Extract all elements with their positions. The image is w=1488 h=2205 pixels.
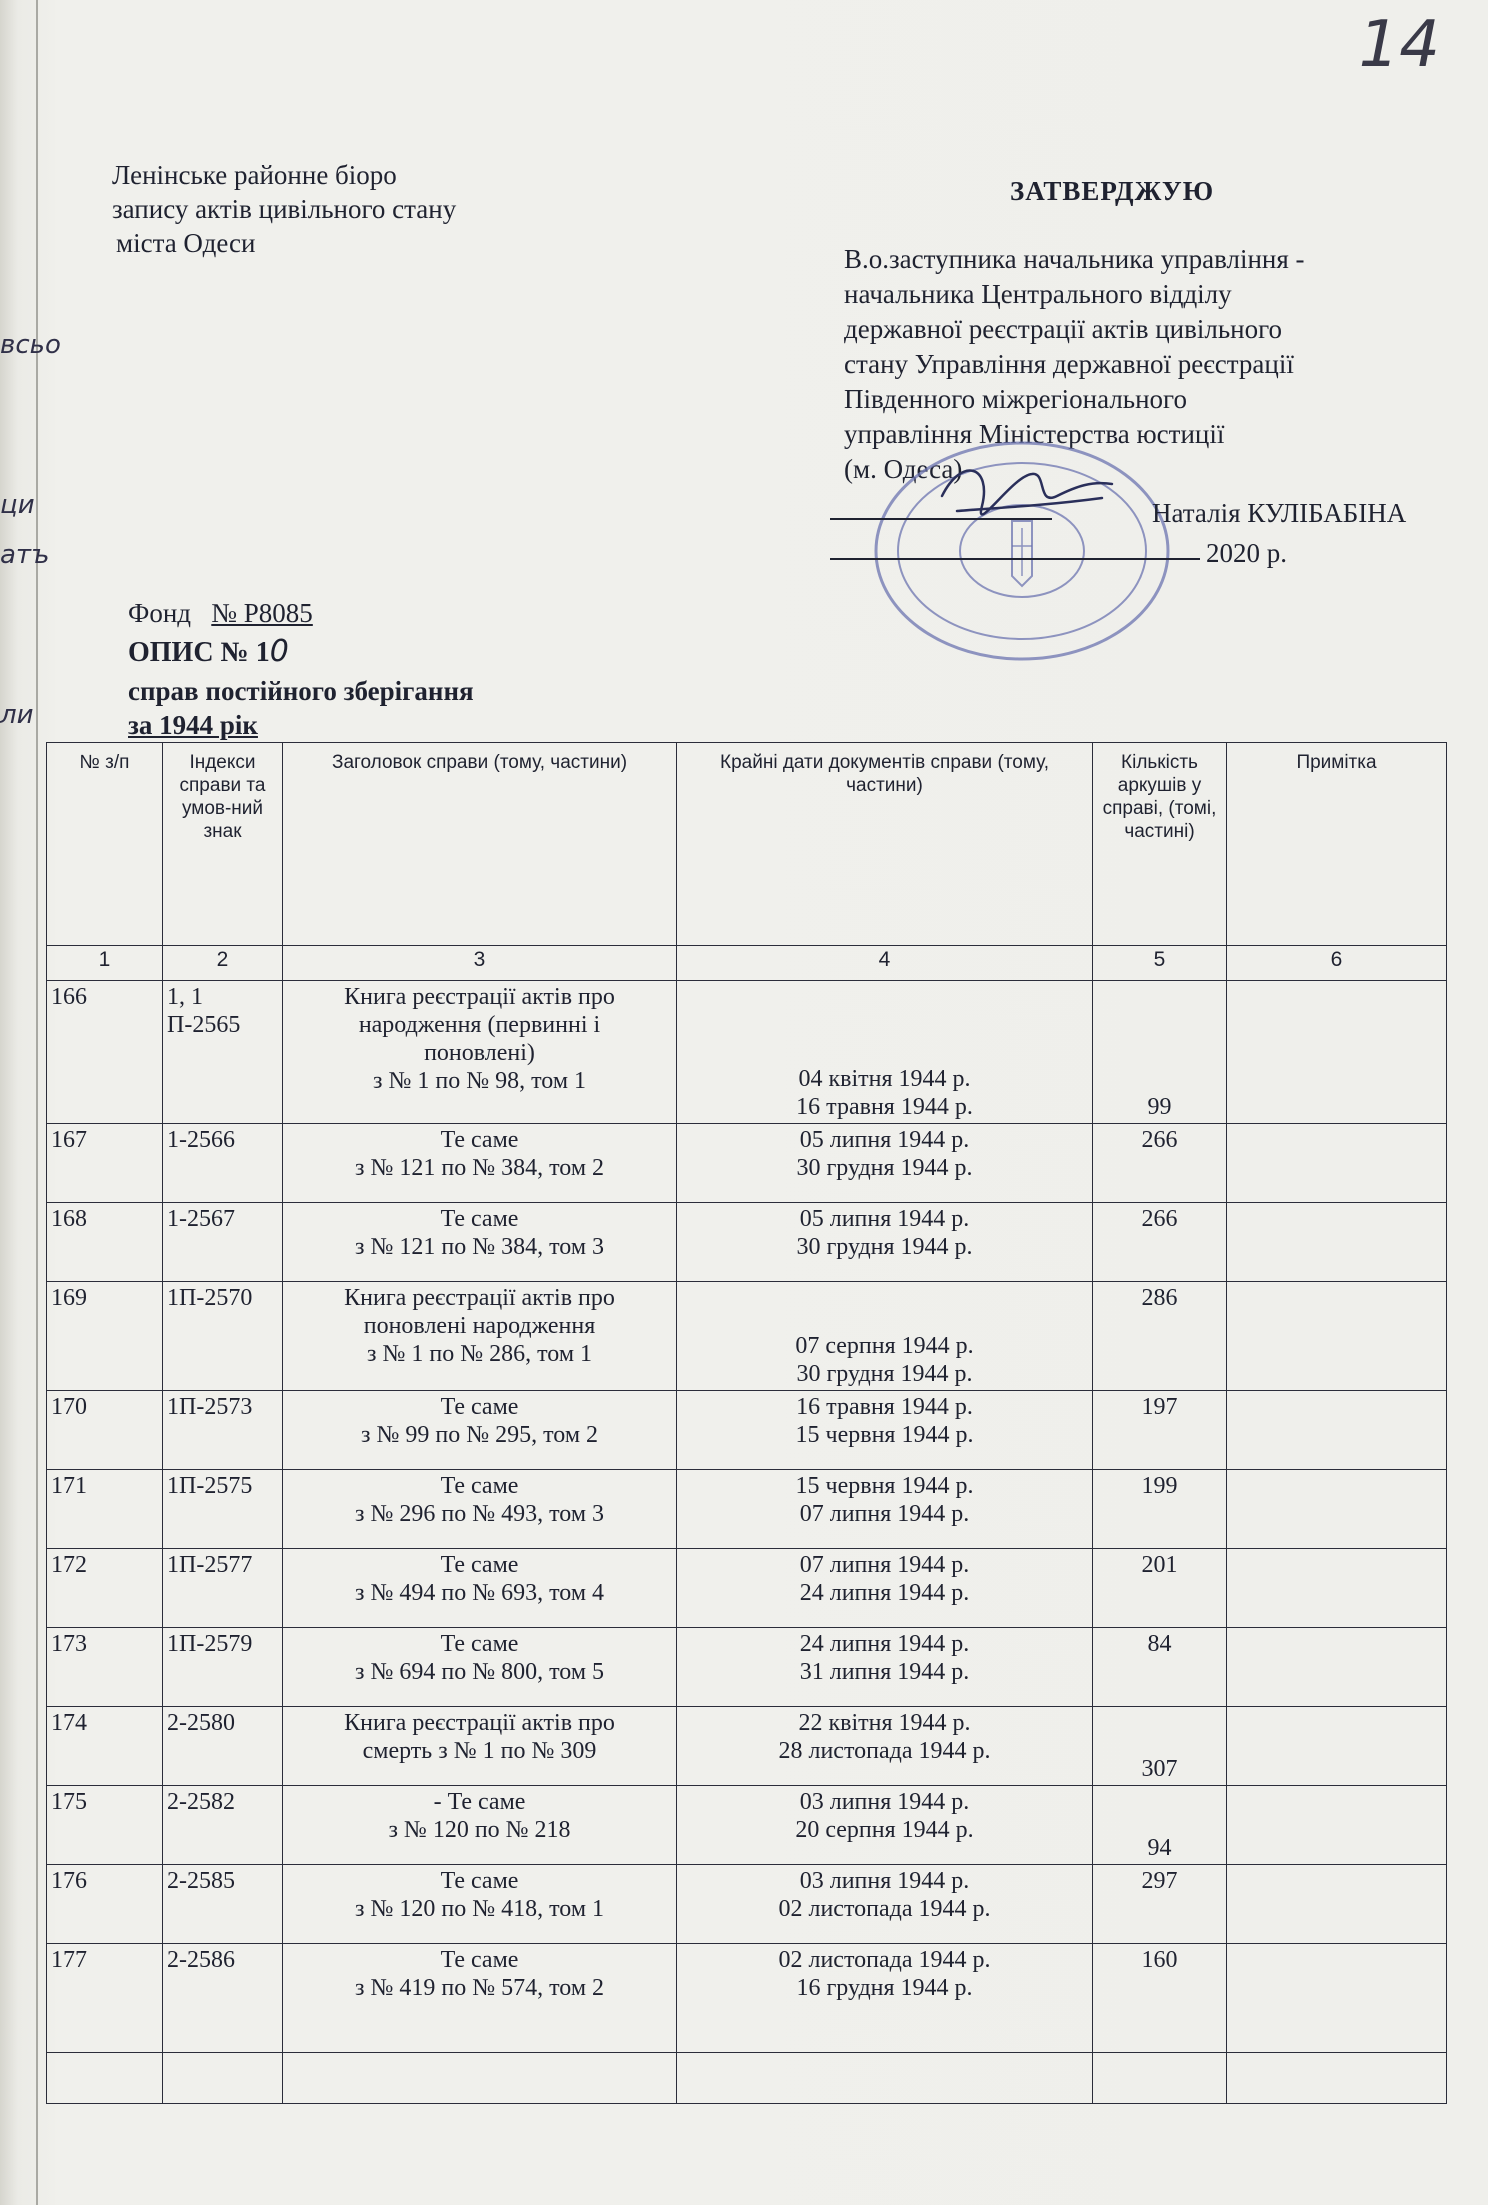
row-note-cell [1227, 1944, 1447, 2053]
inventory-table [46, 742, 1447, 2104]
empty-cell [677, 2053, 1093, 2104]
date-line: 07 серпня 1944 р. [795, 1333, 974, 1359]
row-sheets-cell: 297 [1093, 1865, 1227, 1944]
title-line: з № 1 по № 286, том 1 [366, 1341, 593, 1367]
title-line: з № 120 по № 418, том 1 [354, 1896, 605, 1922]
approver-line: державної реєстрації актів цивільного [844, 314, 1283, 344]
empty-cell [283, 2053, 677, 2104]
row-number-cell: 170 [47, 1391, 163, 1470]
organization-line: міста Одеси [116, 228, 256, 258]
title-line: Те саме [440, 1394, 519, 1420]
header-cell: Заголовок справи (тому, частини) [283, 743, 677, 946]
title-line: Те саме [440, 1868, 519, 1894]
signature-blank [830, 518, 1052, 520]
row-note-cell [1227, 1203, 1447, 1282]
date-line: 15 червня 1944 р. [795, 1422, 974, 1448]
row-index-cell: 2-2582 [163, 1786, 283, 1865]
title-line: Книга реєстрації актів про [344, 1285, 615, 1311]
empty-table-row [47, 2053, 1447, 2104]
margin-note: ли [0, 700, 34, 730]
row-index-cell: 2-2586 [163, 1944, 283, 2053]
date-line: 03 липня 1944 р. [799, 1868, 970, 1894]
row-index-cell: 1П-2575 [163, 1470, 283, 1549]
margin-note: всьо [0, 330, 61, 360]
row-title-cell [283, 1944, 677, 2053]
row-sheets-cell: 201 [1093, 1549, 1227, 1628]
approve-label: ЗАТВЕРДЖУЮ [1010, 176, 1215, 206]
approval-date-line [830, 538, 1287, 569]
row-sheets-cell: 99 [1093, 981, 1227, 1124]
title-line: Книга реєстрації актів про [344, 984, 615, 1010]
inventory-year: за 1944 рік [128, 710, 258, 740]
fond-number: № Р8085 [211, 598, 313, 628]
row-index-cell: 1-2567 [163, 1203, 283, 1282]
row-index-cell: 1П-2570 [163, 1282, 283, 1391]
row-index-cell: 1П-2573 [163, 1391, 283, 1470]
inventory-subtitle: справ постійного зберігання [128, 676, 474, 706]
row-dates-cell [677, 1391, 1093, 1470]
date-line: 24 липня 1944 р. [799, 1631, 970, 1657]
date-line: 30 грудня 1944 р. [796, 1234, 973, 1260]
title-line: Те саме [440, 1473, 519, 1499]
empty-cell [47, 2053, 163, 2104]
table-row [47, 1944, 1447, 2053]
date-line: 05 липня 1944 р. [799, 1127, 970, 1153]
date-line: 02 листопада 1944 р. [778, 1896, 991, 1922]
row-title-cell [283, 981, 677, 1124]
row-sheets-cell: 94 [1093, 1786, 1227, 1865]
column-number: 2 [163, 946, 283, 981]
row-title-cell [283, 1470, 677, 1549]
approver-line: (м. Одеса) [844, 454, 963, 484]
row-dates-cell [677, 981, 1093, 1124]
row-index-cell: 1-2566 [163, 1124, 283, 1203]
approver-line: В.о.заступника начальника управління - [844, 244, 1305, 274]
row-note-cell [1227, 1124, 1447, 1203]
approval-year: 2020 р. [1206, 538, 1287, 568]
title-line: з № 419 по № 574, том 2 [354, 1975, 605, 2001]
date-blank [830, 558, 1200, 560]
row-index-cell: 1П-2579 [163, 1628, 283, 1707]
title-line: Те саме [440, 1127, 519, 1153]
row-title-cell [283, 1786, 677, 1865]
approver-line: Південного міжрегіонального [844, 384, 1187, 414]
date-line: 02 листопада 1944 р. [778, 1947, 991, 1973]
row-dates-cell [677, 1203, 1093, 1282]
row-title-cell [283, 1282, 677, 1391]
row-dates-cell [677, 1707, 1093, 1786]
table-header-row [47, 743, 1447, 946]
date-line: 05 липня 1944 р. [799, 1206, 970, 1232]
table-row [47, 981, 1447, 1124]
date-line: 16 травня 1944 р. [796, 1394, 973, 1420]
row-note-cell [1227, 981, 1447, 1124]
row-title-cell [283, 1628, 677, 1707]
row-number-cell: 174 [47, 1707, 163, 1786]
table-body [47, 981, 1447, 2053]
row-note-cell [1227, 1470, 1447, 1549]
row-sheets-cell: 266 [1093, 1203, 1227, 1282]
row-title-cell [283, 1865, 677, 1944]
row-title-cell [283, 1549, 677, 1628]
inventory-title [128, 634, 289, 669]
row-number-cell: 167 [47, 1124, 163, 1203]
approver-line: начальника Центрального відділу [844, 279, 1232, 309]
organization-block [112, 158, 456, 260]
table-row [47, 1470, 1447, 1549]
date-line: 22 квітня 1944 р. [798, 1710, 971, 1736]
row-sheets-cell: 197 [1093, 1391, 1227, 1470]
empty-cell [1093, 2053, 1227, 2104]
row-title-cell [283, 1124, 677, 1203]
title-line: Те саме [440, 1552, 519, 1578]
table-row [47, 1203, 1447, 1282]
title-line: з № 494 по № 693, том 4 [354, 1580, 605, 1606]
table-row [47, 1549, 1447, 1628]
row-number-cell: 177 [47, 1944, 163, 2053]
approver-line: стану Управління державної реєстрації [844, 349, 1294, 379]
title-line: поновлені) [424, 1040, 535, 1066]
row-dates-cell [677, 1282, 1093, 1391]
organization-line: Ленінське районне біоро [112, 160, 397, 190]
row-sheets-cell: 160 [1093, 1944, 1227, 2053]
inventory-title-handwritten: 0 [269, 634, 289, 669]
title-line: - Те саме [433, 1789, 526, 1815]
date-line: 07 липня 1944 р. [799, 1501, 970, 1527]
table-row [47, 1707, 1447, 1786]
title-line: смерть з № 1 по № 309 [362, 1738, 597, 1764]
header-cell: № з/п [47, 743, 163, 946]
title-line: з № 694 по № 800, том 5 [354, 1659, 605, 1685]
date-line: 15 червня 1944 р. [795, 1473, 974, 1499]
table-row [47, 1282, 1447, 1391]
row-number-cell: 175 [47, 1786, 163, 1865]
table-row [47, 1124, 1447, 1203]
row-number-cell: 176 [47, 1865, 163, 1944]
row-sheets-cell: 286 [1093, 1282, 1227, 1391]
title-line: Книга реєстрації актів про [344, 1710, 615, 1736]
row-number-cell: 173 [47, 1628, 163, 1707]
row-dates-cell [677, 1865, 1093, 1944]
empty-cell [163, 2053, 283, 2104]
row-dates-cell [677, 1124, 1093, 1203]
date-line: 31 липня 1944 р. [799, 1659, 970, 1685]
row-number-cell: 166 [47, 981, 163, 1124]
date-line: 30 грудня 1944 р. [796, 1155, 973, 1181]
date-line: 28 листопада 1944 р. [778, 1738, 991, 1764]
margin-note: атъ [0, 540, 50, 570]
date-line: 16 травня 1944 р. [796, 1094, 973, 1120]
table-row [47, 1865, 1447, 1944]
title-line: з № 121 по № 384, том 2 [354, 1155, 605, 1181]
row-title-cell [283, 1391, 677, 1470]
header-cell: Крайні дати документів справи (тому, частини) [677, 743, 1093, 946]
date-line: 16 грудня 1944 р. [796, 1975, 973, 2001]
column-number: 4 [677, 946, 1093, 981]
row-note-cell [1227, 1786, 1447, 1865]
date-line: 07 липня 1944 р. [799, 1552, 970, 1578]
header-cell: Індекси справи та умов-ний знак [163, 743, 283, 946]
empty-cell [1227, 2053, 1447, 2104]
title-line: з № 99 по № 295, том 2 [360, 1422, 599, 1448]
row-dates-cell [677, 1470, 1093, 1549]
table-row [47, 1628, 1447, 1707]
row-dates-cell [677, 1628, 1093, 1707]
column-number: 6 [1227, 946, 1447, 981]
row-note-cell [1227, 1707, 1447, 1786]
row-number-cell: 168 [47, 1203, 163, 1282]
date-line: 20 серпня 1944 р. [795, 1817, 974, 1843]
title-line: Те саме [440, 1206, 519, 1232]
title-line: з № 296 по № 493, том 3 [354, 1501, 605, 1527]
row-sheets-cell: 84 [1093, 1628, 1227, 1707]
title-line: з № 1 по № 98, том 1 [372, 1068, 587, 1094]
handwritten-page-number: 14 [1358, 8, 1440, 82]
date-line: 03 липня 1944 р. [799, 1789, 970, 1815]
column-number: 3 [283, 946, 677, 981]
column-number: 5 [1093, 946, 1227, 981]
row-number-cell: 169 [47, 1282, 163, 1391]
title-line: з № 120 по № 218 [388, 1817, 571, 1843]
column-number-row [47, 946, 1447, 981]
row-note-cell [1227, 1391, 1447, 1470]
row-dates-cell [677, 1786, 1093, 1865]
approver-name: Наталія КУЛІБАБІНА [1152, 498, 1407, 528]
row-index-cell: 2-2585 [163, 1865, 283, 1944]
row-sheets-cell: 266 [1093, 1124, 1227, 1203]
row-dates-cell [677, 1549, 1093, 1628]
row-note-cell [1227, 1865, 1447, 1944]
table-row [47, 1391, 1447, 1470]
row-index-cell: 1, 1 П-2565 [163, 981, 283, 1124]
inventory-title-printed: ОПИС № 1 [128, 637, 270, 668]
column-number: 1 [47, 946, 163, 981]
row-index-cell: 2-2580 [163, 1707, 283, 1786]
row-index-cell: 1П-2577 [163, 1549, 283, 1628]
row-number-cell: 172 [47, 1549, 163, 1628]
approver-line: управління Міністерства юстиції [844, 419, 1225, 449]
table-row [47, 1786, 1447, 1865]
row-title-cell [283, 1707, 677, 1786]
signature-line [830, 498, 1406, 529]
title-line: Те саме [440, 1631, 519, 1657]
organization-line: запису актів цивільного стану [112, 194, 457, 224]
fond-line [128, 598, 313, 629]
date-line: 30 грудня 1944 р. [796, 1361, 973, 1387]
row-sheets-cell: 307 [1093, 1707, 1227, 1786]
date-line: 24 липня 1944 р. [799, 1580, 970, 1606]
title-line: поновлені народження [363, 1313, 596, 1339]
date-line: 04 квітня 1944 р. [798, 1066, 971, 1092]
row-number-cell: 171 [47, 1470, 163, 1549]
margin-note: ци [0, 490, 35, 520]
row-note-cell [1227, 1628, 1447, 1707]
row-title-cell [283, 1203, 677, 1282]
header-cell: Кількість аркушів у справі, (томі, частині) [1093, 743, 1227, 946]
row-note-cell [1227, 1282, 1447, 1391]
fond-label: Фонд [128, 598, 192, 628]
row-sheets-cell: 199 [1093, 1470, 1227, 1549]
row-dates-cell [677, 1944, 1093, 2053]
title-line: Те саме [440, 1947, 519, 1973]
row-note-cell [1227, 1549, 1447, 1628]
title-line: з № 121 по № 384, том 3 [354, 1234, 605, 1260]
title-line: народження (первинні і [358, 1012, 601, 1038]
header-cell: Примітка [1227, 743, 1447, 946]
